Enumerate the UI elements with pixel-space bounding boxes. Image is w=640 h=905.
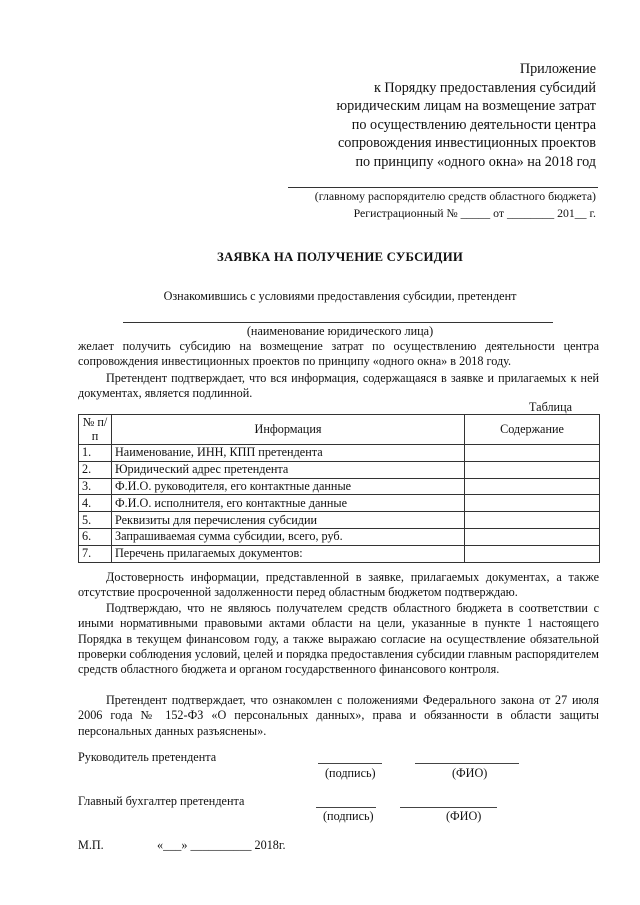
table-row bbox=[79, 461, 600, 478]
paragraph-not-recipient: Подтверждаю, что не являюсь получателем средств областного бюджета в соответствии с иными нормативными правовыми актами области на цели, указанные в пункте 1 настоящего Порядка в текущем финансовом году, а также выражаю согласие на осуществление обязательной проверки соблюдения условий, целей и порядка предоставления субсидии главным распорядителем средств областного бюджета и органом государственного финансового контроля. bbox=[78, 601, 599, 677]
appendix-line: к Порядку предоставления субсидий bbox=[373, 79, 596, 96]
stamp-date: «___» __________ 2018г. bbox=[157, 838, 286, 852]
registration-line: Регистрационный № _____ от ________ 201__ г. bbox=[353, 206, 596, 220]
paragraph-reliability: Достоверность информации, представленной в заявке, прилагаемых документах, а также отсутствие просроченной задолженности перед областным бюджетом подтверждаю. bbox=[78, 570, 599, 600]
row-content bbox=[465, 478, 600, 495]
intro-text: Ознакомившись с условиями предоставления субсидии, претендент bbox=[163, 289, 517, 303]
row-num: 7. bbox=[79, 545, 112, 562]
entity-caption: (наименование юридического лица) bbox=[246, 324, 434, 338]
row-num: 4. bbox=[79, 495, 112, 512]
row-content bbox=[465, 461, 600, 478]
row-info: Запрашиваемая сумма субсидии, всего, руб. bbox=[112, 528, 465, 545]
table-row bbox=[79, 495, 600, 512]
row-num: 5. bbox=[79, 512, 112, 529]
row-num: 6. bbox=[79, 528, 112, 545]
head-name-caption: (ФИО) bbox=[452, 766, 488, 780]
accountant-signature-line bbox=[316, 807, 376, 808]
appendix-line: юридическим лицам на возмещение затрат bbox=[336, 98, 596, 115]
recipient-caption: (главному распорядителю средств областного бюджета) bbox=[314, 189, 596, 203]
paragraph-wish: желает получить субсидию на возмещение затрат по осуществлению деятельности центра сопровождения инвестиционных проектов по принципу «одного окна» в 2018 году. bbox=[78, 339, 599, 369]
row-content bbox=[465, 528, 600, 545]
head-name-line bbox=[415, 763, 519, 764]
appendix-line: по принципу «одного окна» на 2018 год bbox=[355, 153, 596, 170]
accountant-name-caption: (ФИО) bbox=[446, 809, 482, 823]
row-info: Ф.И.О. руководителя, его контактные данные bbox=[112, 478, 465, 495]
paragraph-personal-data: Претендент подтверждает, что ознакомлен с положениями Федерального закона от 27 июля 2006 года № 152-ФЗ «О персональных данных», права и обязанности в области защиты персональных данных разъяснены». bbox=[78, 693, 599, 738]
table-header-row bbox=[79, 415, 600, 445]
head-signature-line bbox=[318, 763, 382, 764]
head-signature-label: Руководитель претендента bbox=[78, 750, 217, 764]
appendix-line: Приложение bbox=[519, 61, 596, 77]
table-row bbox=[79, 528, 600, 545]
header-num: № п/п bbox=[79, 415, 112, 445]
head-signature-caption: (подпись) bbox=[325, 766, 376, 780]
paragraph-confirm: Претендент подтверждает, что вся информация, содержащаяся в заявке и прилагаемых к ней документах, является подлинной. bbox=[78, 371, 599, 401]
row-num: 1. bbox=[79, 445, 112, 462]
table-row bbox=[79, 512, 600, 529]
row-info: Наименование, ИНН, КПП претендента bbox=[112, 445, 465, 462]
accountant-signature-caption: (подпись) bbox=[323, 809, 374, 823]
header-content: Содержание bbox=[465, 415, 600, 445]
row-content bbox=[465, 512, 600, 529]
appendix-line: по осуществлению деятельности центра bbox=[351, 116, 596, 133]
header-info: Информация bbox=[112, 415, 465, 445]
row-content bbox=[465, 445, 600, 462]
table-row bbox=[79, 478, 600, 495]
document-title: ЗАЯВКА НА ПОЛУЧЕНИЕ СУБСИДИИ bbox=[217, 250, 463, 264]
stamp-label: М.П. bbox=[78, 838, 104, 852]
accountant-signature-label: Главный бухгалтер претендента bbox=[78, 794, 245, 808]
row-info: Ф.И.О. исполнителя, его контактные данные bbox=[112, 495, 465, 512]
recipient-line bbox=[288, 187, 598, 188]
row-content bbox=[465, 545, 600, 562]
entity-name-line bbox=[123, 322, 553, 323]
table-caption: Таблица bbox=[529, 400, 572, 414]
appendix-line: сопровождения инвестиционных проектов bbox=[337, 135, 596, 152]
table-row bbox=[79, 545, 600, 562]
row-num: 3. bbox=[79, 478, 112, 495]
accountant-name-line bbox=[400, 807, 497, 808]
row-info: Перечень прилагаемых документов: bbox=[112, 545, 465, 562]
row-info: Юридический адрес претендента bbox=[112, 461, 465, 478]
appendix-header bbox=[337, 60, 596, 172]
row-content bbox=[465, 495, 600, 512]
table-row bbox=[79, 445, 600, 462]
info-table bbox=[78, 414, 600, 563]
row-info: Реквизиты для перечисления субсидии bbox=[112, 512, 465, 529]
row-num: 2. bbox=[79, 461, 112, 478]
